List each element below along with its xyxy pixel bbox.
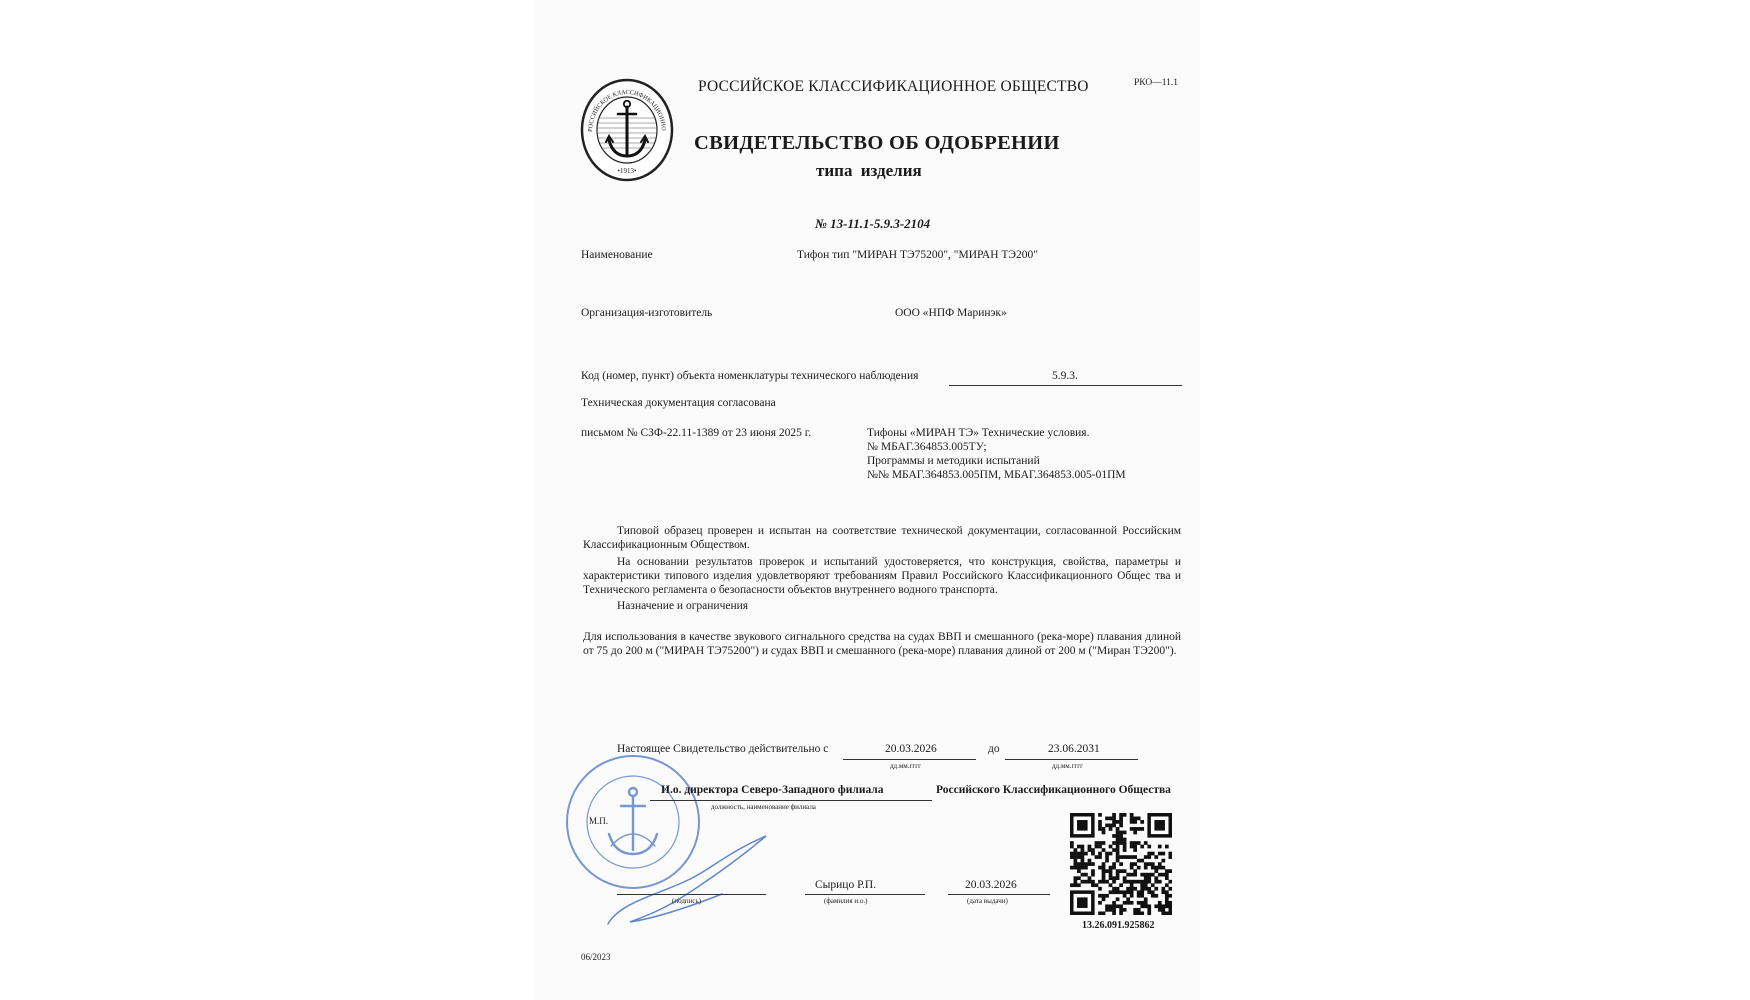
handwritten-signature: [600, 832, 780, 932]
code-underline: [949, 385, 1182, 386]
paragraph-conclusion: [583, 555, 1181, 597]
certificate-number: № 13-11.1-5.9.3-2104: [815, 216, 931, 231]
validity-label: Настоящее Свидетельство действительно с: [617, 743, 829, 755]
emblem-year: •1913•: [617, 167, 637, 175]
form-code: РКО—11.1: [1134, 78, 1179, 88]
certificate-subtitle: типа изделия: [816, 161, 922, 180]
purpose-label: Назначение и ограничения: [617, 600, 749, 612]
rko-emblem: [580, 78, 674, 182]
signature-hint: (подпись): [672, 897, 702, 905]
signer-organization: Российского Классификационного Общества: [936, 784, 1171, 796]
valid-from: 20.03.2026: [885, 743, 937, 755]
emblem-text: РОССИЙСКОЕ КЛАССИФИКАЦИОННО: [586, 88, 668, 133]
name-value: Тифон тип "МИРАН ТЭ75200", "МИРАН ТЭ200": [797, 249, 1038, 261]
docs-line: №№ МБАГ.364853.005ПМ, МБАГ.364853.005-01ПМ: [867, 469, 1126, 481]
docs-line: Программы и методики испытаний: [867, 455, 1040, 467]
valid-from-line: [843, 759, 976, 760]
signature-line: [617, 894, 766, 895]
qr-number: 13.26.091.925862: [1082, 920, 1155, 931]
code-label: Код (номер, пункт) объекта номенклатуры технического наблюдения: [581, 370, 919, 382]
valid-from-hint: дд.мм.гггг: [890, 762, 921, 770]
position-line: [650, 800, 932, 801]
valid-to-hint: дд.мм.гггг: [1052, 762, 1083, 770]
issue-date-hint: (дата выдачи): [967, 897, 1008, 905]
certificate-title: СВИДЕТЕЛЬСТВО ОБ ОДОБРЕНИИ: [694, 132, 1060, 154]
issue-date: 20.03.2026: [965, 879, 1017, 891]
manufacturer-value: ООО «НПФ Маринэк»: [895, 307, 1007, 319]
form-version: 06/2023: [581, 952, 611, 962]
letter-reference: письмом № СЗФ-22.11-1389 от 23 июня 2025 г.: [581, 427, 812, 439]
signer-name-line: [805, 894, 925, 895]
valid-to-line: [1005, 759, 1138, 760]
code-value: 5.9.3.: [1052, 370, 1078, 382]
signer-name-hint: (фамилия и.о.): [824, 897, 868, 905]
paragraph-tested: [583, 524, 1181, 552]
valid-to: 23.06.2031: [1048, 743, 1100, 755]
paragraph-conclusion-text: На основании результатов проверок и испытаний удостоверяется, что конструкция, свойства, параметры и характеристики типового изделия удовлетворяют требованиям Правил Российского Классификационного Общес тва и Технического регламента о безопасности объектов внутреннего водного транспорта.: [583, 556, 1181, 596]
society-name: РОССИЙСКОЕ КЛАССИФИКАЦИОННОЕ ОБЩЕСТВО: [698, 78, 1089, 95]
purpose-text: Для использования в качестве звукового сигнального средства на судах ВВП и смешанного (река-море) плавания длиной от 75 до 200 м ("МИРАН ТЭ75200") и судах ВВП и смешанного (река-море) плавания длиной от 200 м ("Миран ТЭ200").: [583, 631, 1181, 657]
docs-line: № МБАГ.364853.005ТУ;: [867, 441, 987, 453]
valid-to-label: до: [988, 743, 1000, 755]
manufacturer-label: Организация-изготовитель: [581, 307, 713, 319]
docs-label: Техническая документация согласована: [581, 397, 776, 409]
position-hint: должность, наименование филиала: [711, 803, 816, 811]
qr-code: [1070, 813, 1172, 915]
paragraph-tested-text: Типовой образец проверен и испытан на соответствие технической документации, согласованной Российским Классификационным Обществом.: [583, 525, 1181, 551]
signer-name: Сырицо Р.П.: [815, 879, 877, 891]
name-label: Наименование: [581, 249, 653, 261]
signer-position: И.о. директора Северо-Западного филиала: [661, 784, 884, 796]
docs-line: Тифоны «МИРАН ТЭ» Технические условия.: [867, 427, 1090, 439]
issue-date-line: [948, 894, 1050, 895]
stamp-place-label: М.П.: [589, 816, 609, 826]
